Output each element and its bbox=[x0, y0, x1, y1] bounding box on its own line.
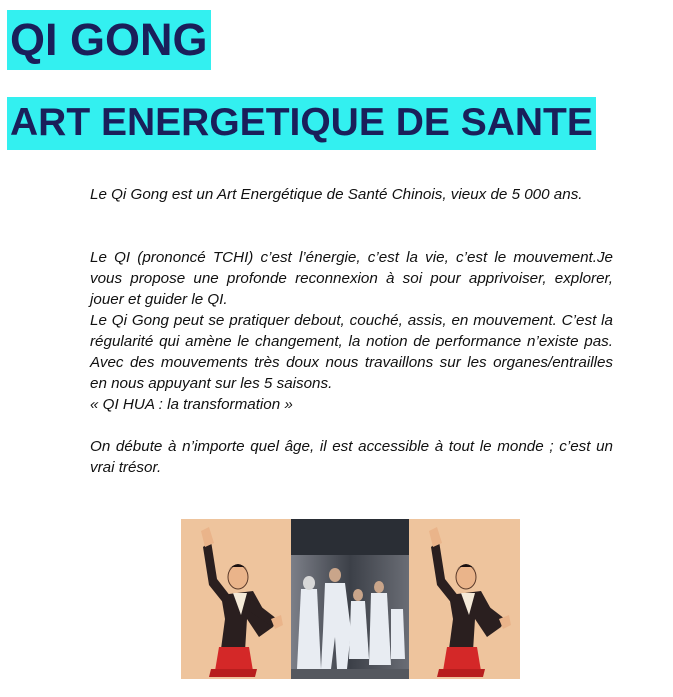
chinese-figure-illustration bbox=[409, 519, 520, 679]
paragraph-4: « QI HUA : la transformation » bbox=[90, 396, 293, 413]
paragraph-3: Le Qi Gong peut se pratiquer debout, couché, assis, en mouvement. C’est la régularité qui amène le changement, la notion de performance n’existe pas. Avec des mouvements très doux nous travaillons sur les organes/entrailles en nous appuyant sur les 5 saisons. bbox=[90, 312, 613, 392]
paragraph-1: Le Qi Gong est un Art Energétique de Santé Chinois, vieux de 5 000 ans. bbox=[90, 186, 583, 203]
page-title: QI GONG bbox=[7, 10, 211, 70]
qigong-class-photo bbox=[291, 519, 409, 679]
paragraph-5: On débute à n’importe quel âge, il est accessible à tout le monde ; c’est un vrai trésor. bbox=[90, 438, 613, 476]
paragraph-2: Le QI (prononcé TCHI) c’est l’énergie, c’est la vie, c’est le mouvement.Je vous propose une profonde reconnexion à soi pour apprivoiser, explorer, jouer et guider le QI. bbox=[90, 249, 613, 308]
intro-paragraph bbox=[90, 184, 613, 205]
main-text-block bbox=[90, 247, 613, 478]
chinese-figure-illustration bbox=[181, 519, 291, 679]
page-subtitle: ART ENERGETIQUE DE SANTE bbox=[7, 97, 596, 150]
